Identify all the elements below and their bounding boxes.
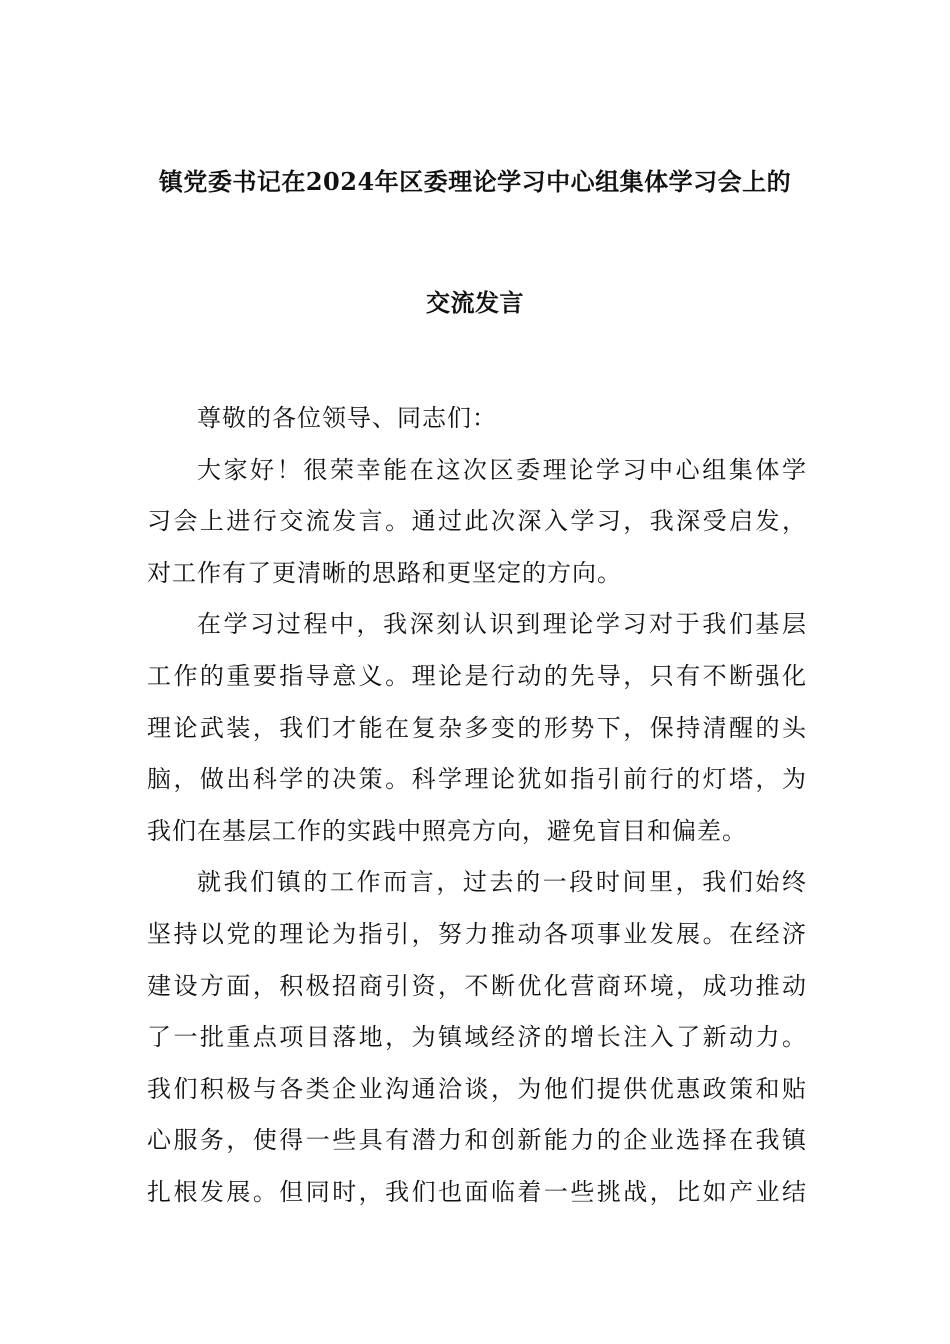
body-text-line: 习会上进行交流发言。通过此次深入学习，我深受启发， bbox=[147, 507, 807, 536]
document-title-line-2: 交流发言 bbox=[426, 288, 524, 317]
body-text-line: 建设方面，积极招商引资，不断优化营商环境，成功推动 bbox=[147, 971, 807, 1000]
body-text-line: 大家好！很荣幸能在这次区委理论学习中心组集体学 bbox=[197, 455, 807, 484]
body-text-line: 我们在基层工作的实践中照亮方向，避免盲目和偏差。 bbox=[147, 816, 747, 845]
document-body bbox=[147, 393, 807, 1219]
body-text-line: 在学习过程中，我深刻认识到理论学习对于我们基层 bbox=[197, 610, 807, 639]
body-text-line: 对工作有了更清晰的思路和更坚定的方向。 bbox=[147, 558, 622, 587]
body-text-line: 就我们镇的工作而言，过去的一段时间里，我们始终 bbox=[197, 868, 807, 897]
body-text-line: 坚持以党的理论为指引，努力推动各项事业发展。在经济 bbox=[147, 919, 807, 948]
body-text-line: 理论武装，我们才能在复杂多变的形势下，保持清醒的头 bbox=[147, 713, 807, 742]
body-text-line: 工作的重要指导意义。理论是行动的先导，只有不断强化 bbox=[147, 661, 807, 690]
body-text-line: 脑，做出科学的决策。科学理论犹如指引前行的灯塔，为 bbox=[147, 765, 807, 794]
body-text-line: 扎根发展。但同时，我们也面临着一些挑战，比如产业结 bbox=[147, 1177, 807, 1206]
body-text-line: 尊敬的各位领导、同志们： bbox=[197, 404, 497, 432]
document-title-line-1: 镇党委书记在2024年区委理论学习中心组集体学习会上的 bbox=[158, 167, 792, 196]
body-text-line: 了一批重点项目落地，为镇域经济的增长注入了新动力。 bbox=[147, 1023, 807, 1052]
body-text-line: 心服务，使得一些具有潜力和创新能力的企业选择在我镇 bbox=[147, 1126, 807, 1155]
body-text-line: 我们积极与各类企业沟通洽谈，为他们提供优惠政策和贴 bbox=[147, 1074, 807, 1103]
